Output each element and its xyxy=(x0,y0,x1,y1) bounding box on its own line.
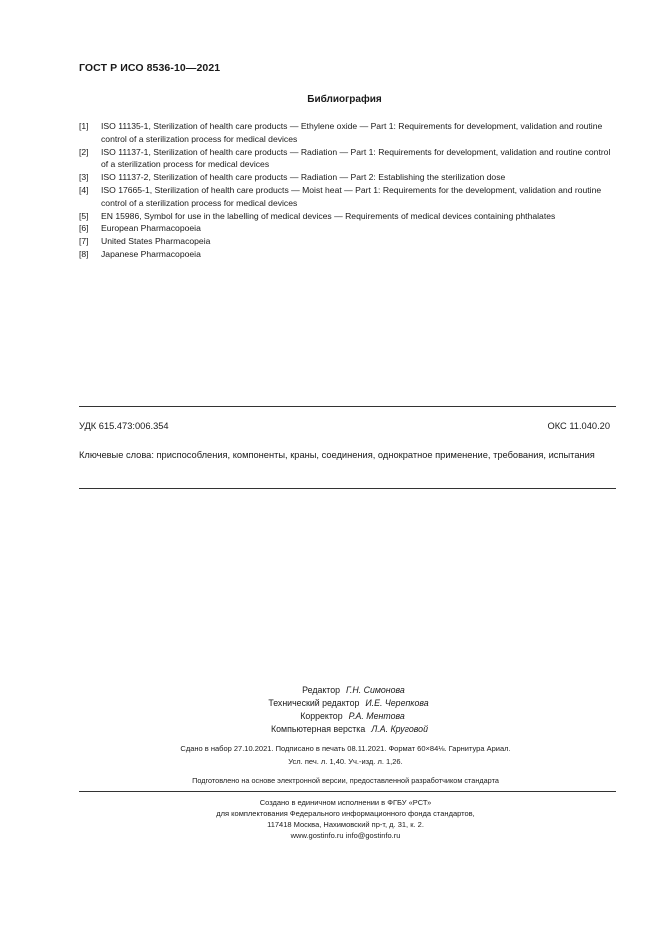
bibliography-item-text: United States Pharmacopeia xyxy=(101,236,211,247)
bibliography-item-number: [6] xyxy=(79,223,89,234)
credit-role: Редактор xyxy=(302,685,341,695)
credits-block xyxy=(0,684,661,736)
divider-footer xyxy=(79,791,616,792)
credit-row xyxy=(0,723,661,736)
udk-code: УДК 615.473:006.354 xyxy=(79,421,169,431)
credit-role: Компьютерная верстка xyxy=(271,724,366,734)
divider-bottom xyxy=(79,488,616,489)
bibliography-item xyxy=(79,184,616,210)
footer-line: www.gostinfo.ru info@gostinfo.ru xyxy=(290,831,401,840)
bibliography-item xyxy=(79,120,616,146)
bibliography-item-number: [2] xyxy=(79,146,89,157)
bibliography-item-number: [4] xyxy=(79,184,89,195)
credit-row xyxy=(0,710,661,723)
keywords: Ключевые слова: приспособления, компоненты, краны, соединения, однократное применение, требования, испытания xyxy=(79,450,595,460)
bibliography-item xyxy=(79,248,616,261)
publication-info-line: Усл. печ. л. 1,40. Уч.-изд. л. 1,26. xyxy=(288,756,403,766)
credit-name: Л.А. Круговой xyxy=(371,724,428,734)
credit-name: Р.А. Ментова xyxy=(348,711,405,721)
bibliography-item-text: Japanese Pharmacopoeia xyxy=(101,248,201,259)
bibliography-item-text: ISO 11137-1, Sterilization of health care products — Radiation — Part 1: Requirements for development, validation and routine control of a sterilization process for medical devices xyxy=(101,146,611,170)
credit-row xyxy=(0,684,661,697)
bibliography-item-number: [3] xyxy=(79,172,89,183)
credit-row xyxy=(0,697,661,710)
footer-line: 117418 Москва, Нахимовский пр-т, д. 31, к. 2. xyxy=(267,820,424,829)
publication-info-line: Сдано в набор 27.10.2021. Подписано в печать 08.11.2021. Формат 60×84⅛. Гарнитура Ариал. xyxy=(180,744,511,753)
footer-line: для комплектования Федерального информационного фонда стандартов, xyxy=(216,809,475,818)
bibliography-item xyxy=(79,210,616,223)
bibliography-item xyxy=(79,171,616,184)
bibliography-item xyxy=(79,146,616,172)
publication-info xyxy=(0,743,661,768)
credit-role: Корректор xyxy=(300,711,343,721)
bibliography-item-text: EN 15986, Symbol for use in the labelling of medical devices — Requirements of medical devices containing phthalates xyxy=(101,210,556,221)
document-code: ГОСТ Р ИСО 8536-10—2021 xyxy=(79,62,221,74)
bibliography-item-number: [8] xyxy=(79,248,89,259)
prepared-note: Подготовлено на основе электронной версии, предоставленной разработчиком стандарта xyxy=(192,776,499,785)
bibliography-item-number: [1] xyxy=(79,121,89,131)
bibliography-item xyxy=(79,222,616,235)
bibliography-title: Библиография xyxy=(307,94,382,105)
divider-top xyxy=(79,406,616,407)
bibliography-list xyxy=(79,120,616,261)
credit-name: Г.Н. Симонова xyxy=(346,685,405,695)
oks-code: ОКС 11.040.20 xyxy=(547,421,610,431)
footer-line: Создано в единичном исполнении в ФГБУ «РСТ» xyxy=(259,798,432,807)
bibliography-item-text: ISO 11135-1, Sterilization of health care products — Ethylene oxide — Part 1: Requirements for development, validation and routine control of a sterilization process for medical devices xyxy=(101,121,603,144)
credit-role: Технический редактор xyxy=(268,698,360,708)
credit-name: И.Е. Черепкова xyxy=(365,698,429,708)
bibliography-item xyxy=(79,235,616,248)
bibliography-item-number: [5] xyxy=(79,210,89,221)
bibliography-item-text: ISO 11137-2, Sterilization of health care products — Radiation — Part 2: Establishing the sterilization dose xyxy=(101,172,506,183)
bibliography-item-text: ISO 17665-1, Sterilization of health care products — Moist heat — Part 1: Requirements for the development, validation and routine control of a sterilization process for medical devices xyxy=(101,184,602,208)
footer xyxy=(0,797,661,841)
bibliography-item-number: [7] xyxy=(79,236,89,247)
bibliography-item-text: European Pharmacopoeia xyxy=(101,223,201,234)
